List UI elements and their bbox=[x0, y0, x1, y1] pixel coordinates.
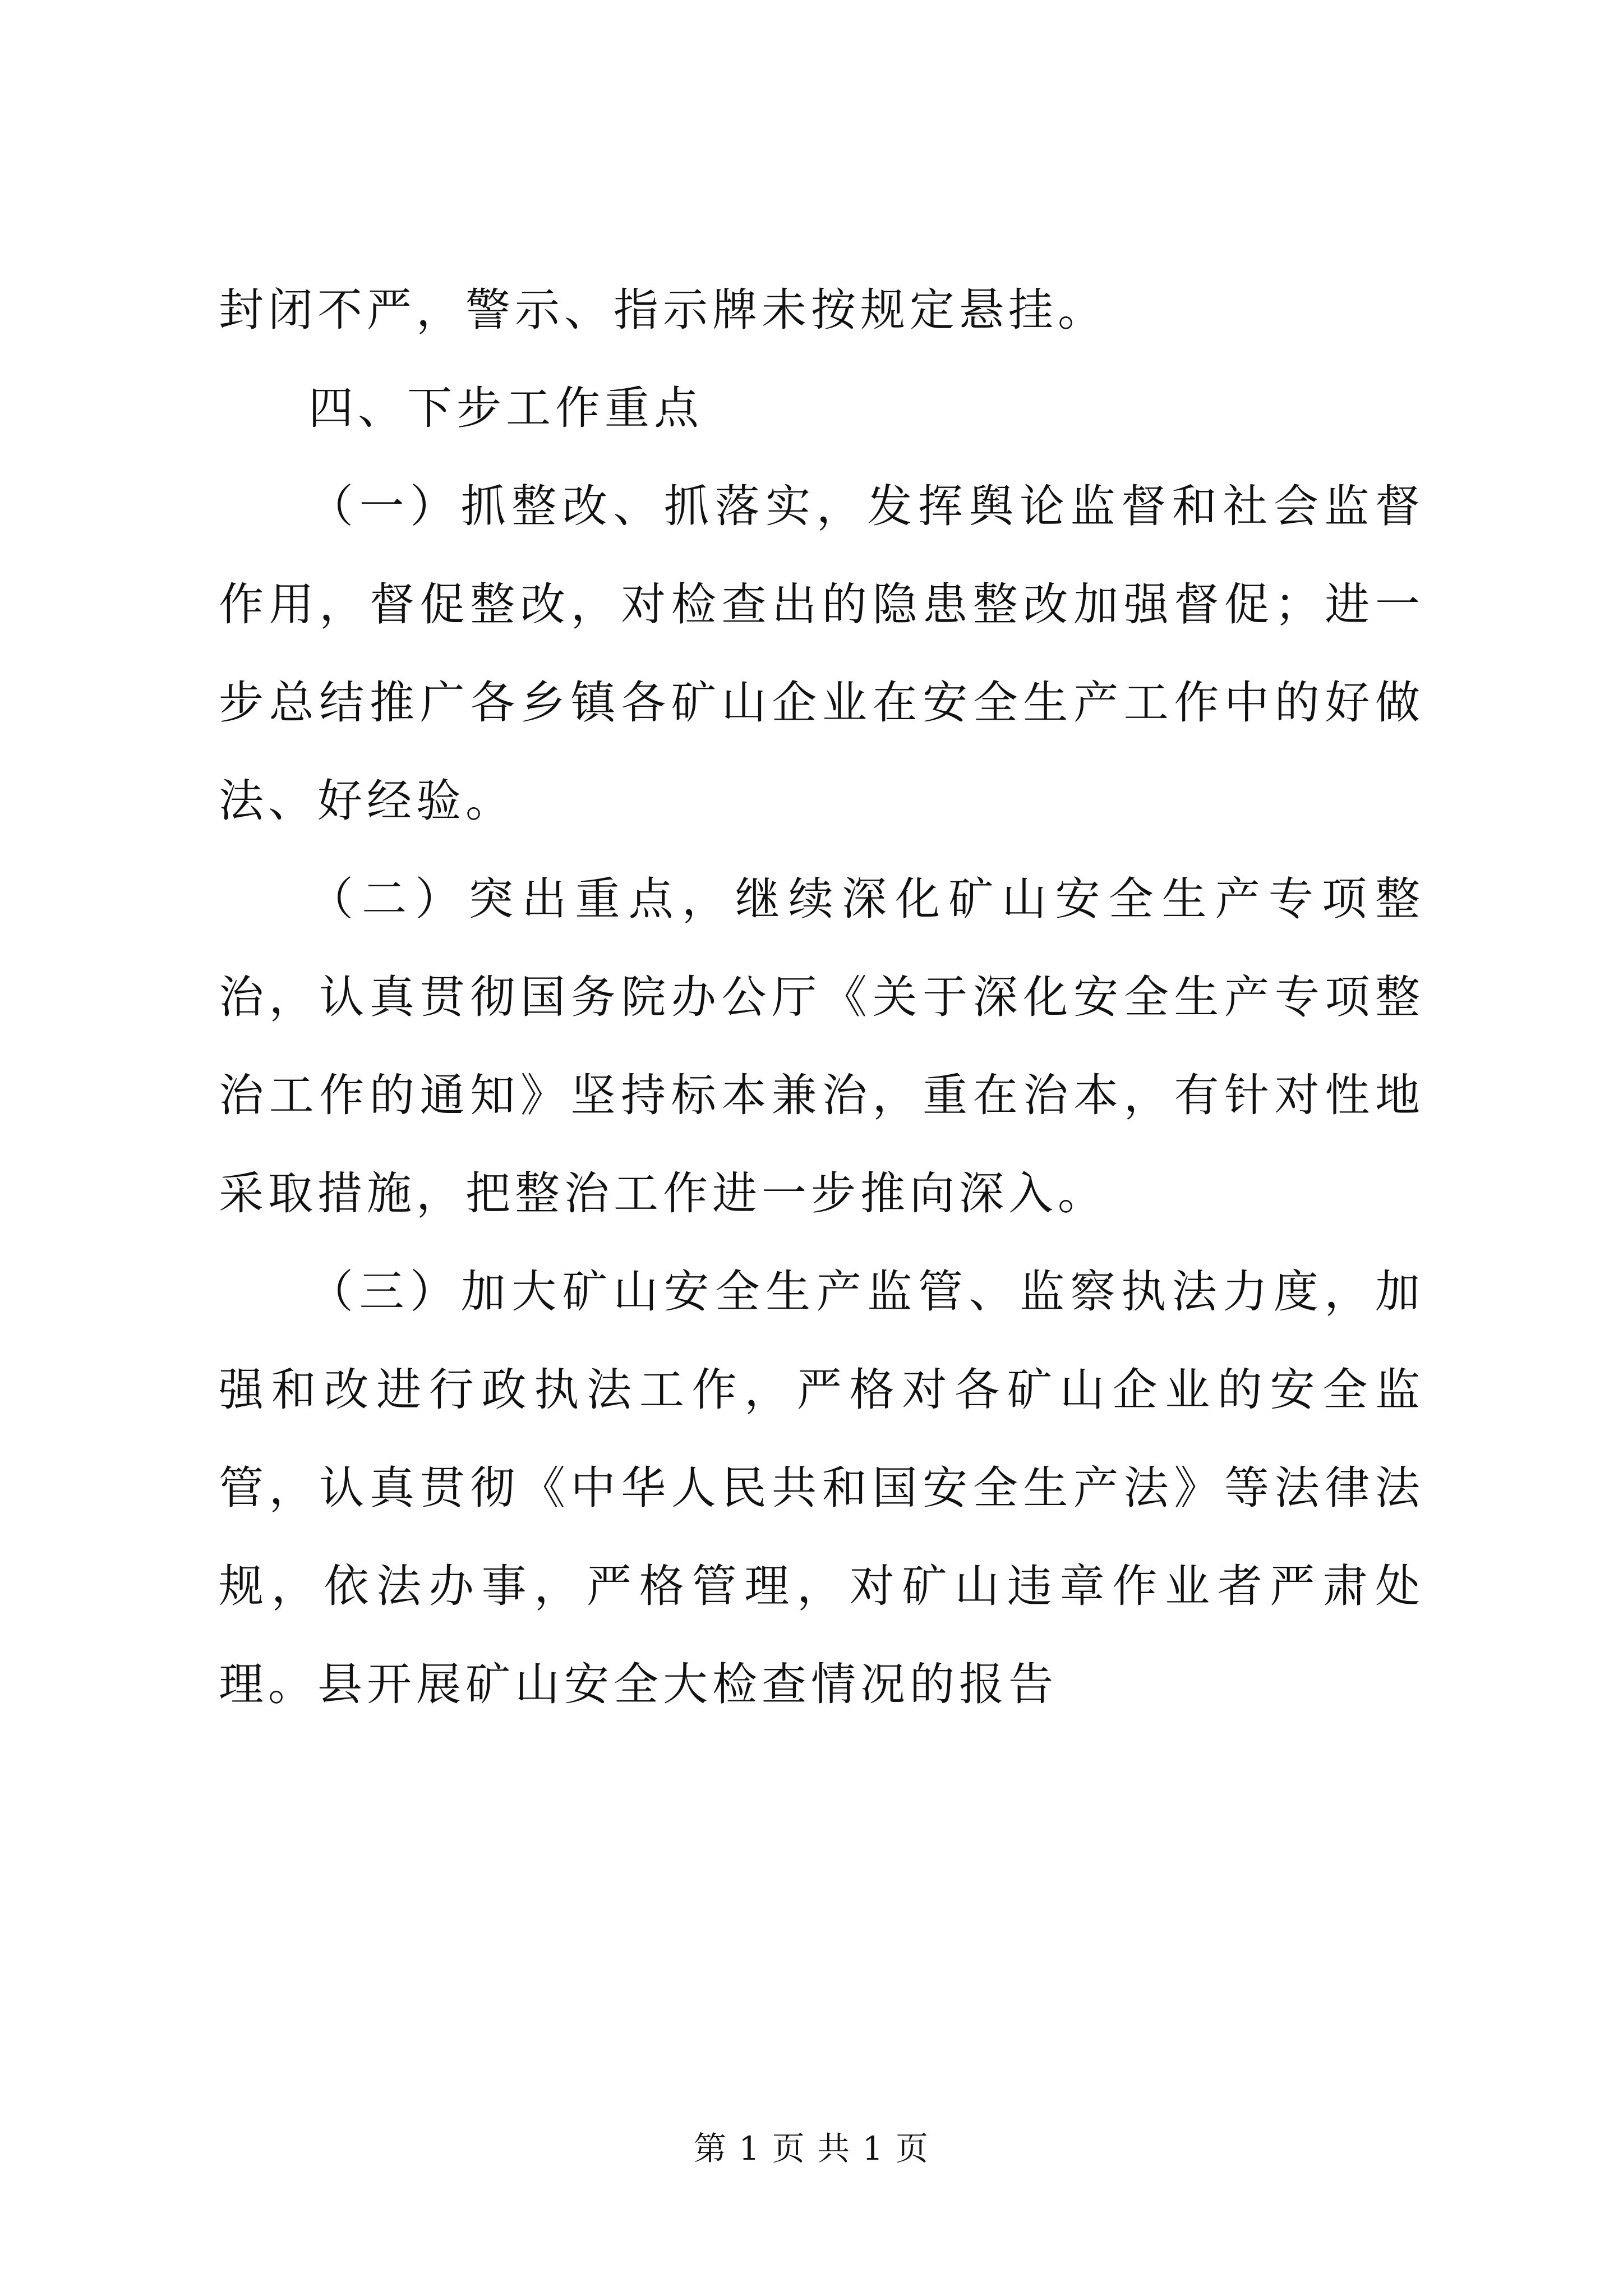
document-body bbox=[219, 261, 1424, 1733]
paragraph-item-1: （一）抓整改、抓落实，发挥舆论监督和社会监督作用，督促整改，对检查出的隐患整改加强督促；进一步总结推广各乡镇各矿山企业在安全生产工作中的好做法、好经验。 bbox=[219, 480, 1424, 827]
section-heading: 四、下步工作重点 bbox=[308, 382, 703, 434]
paragraph-item-3: （三）加大矿山安全生产监管、监察执法力度，加强和改进行政执法工作，严格对各矿山企业的安全监管，认真贯彻《中华人民共和国安全生产法》等法律法规，依法办事，严格管理，对矿山违章作业者严肃处理。县开展矿山安全大检查情况的报告 bbox=[219, 1266, 1424, 1710]
page-footer: 第 1 页 共 1 页 bbox=[694, 2129, 929, 2168]
paragraph-continuation: 封闭不严，警示、指示牌未按规定悬挂。 bbox=[219, 284, 1107, 336]
paragraph-item-2: （二）突出重点，继续深化矿山安全生产专项整治，认真贯彻国务院办公厅《关于深化安全生产专项整治工作的通知》坚持标本兼治，重在治本，有针对性地采取措施，把整治工作进一步推向深入。 bbox=[219, 873, 1424, 1220]
